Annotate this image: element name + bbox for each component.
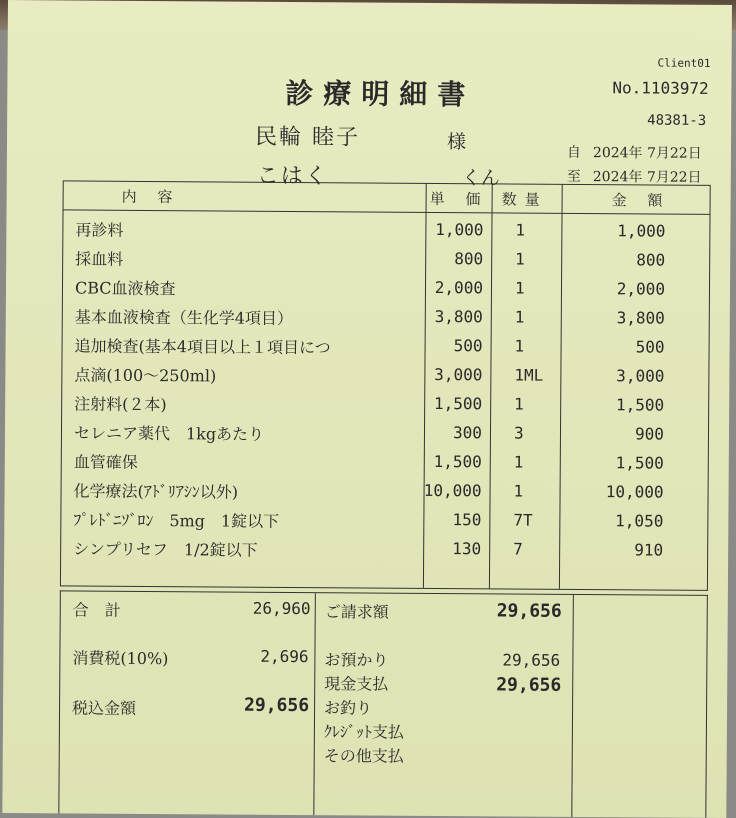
item-amount: 3,800	[616, 308, 665, 328]
item-amount: 2,000	[616, 279, 666, 299]
item-amount: 1,500	[615, 453, 664, 473]
table-row	[62, 329, 708, 363]
item-price: 3,000	[434, 364, 483, 385]
date-from	[567, 142, 702, 163]
table-row	[62, 416, 708, 450]
item-name: 追加検査(基本4項目以上１項目につ	[74, 336, 331, 358]
item-name: 注射料(２本)	[74, 394, 167, 415]
header-price: 単 価	[429, 189, 489, 209]
item-name: CBC血液検査	[74, 278, 176, 299]
item-name: シンプリセフ 1/2錠以下	[73, 539, 258, 560]
total-value: 29,656	[244, 694, 310, 717]
document-title: 診療明細書	[285, 76, 476, 112]
table-row	[63, 213, 709, 247]
credit-label: ｸﾚｼﾞｯﾄ支払	[323, 722, 404, 742]
item-name: 化学療法(ｱﾄﾞﾘｱｼﾝ以外)	[73, 481, 239, 502]
cash-label: 現金支払	[324, 674, 389, 694]
item-price: 2,000	[434, 277, 484, 298]
received-value: 29,656	[502, 650, 561, 670]
table-row	[62, 445, 708, 479]
item-amount: 1,050	[615, 511, 664, 531]
item-amount: 800	[636, 250, 666, 270]
item-price: 800	[454, 249, 484, 269]
line-items-table	[60, 180, 711, 591]
owner-name: 民輪 睦子	[254, 124, 361, 151]
item-amount: 1,000	[617, 221, 666, 241]
item-name: 基本血液検査（生化学4項目）	[74, 307, 294, 328]
total-label: 税込金額	[71, 698, 137, 718]
table-row	[61, 474, 707, 508]
item-price: 150	[452, 510, 482, 530]
item-amount: 3,000	[616, 366, 665, 386]
receipt-paper	[2, 0, 732, 818]
subtotal-label: 合 計	[72, 600, 121, 620]
item-qty: 3	[513, 423, 524, 443]
header-item: 内 容	[121, 187, 181, 207]
item-qty: 1	[514, 394, 524, 414]
item-qty: 1	[513, 452, 524, 472]
date-to-label: 至	[566, 168, 581, 186]
item-name: 血管確保	[73, 452, 138, 472]
date-to-value: 2024年 7月22日	[592, 169, 702, 186]
item-name: 採血料	[75, 249, 124, 269]
summary-box	[58, 590, 708, 818]
received-label: お預かり	[324, 650, 389, 670]
tax-label: 消費税(10%)	[72, 648, 169, 669]
table-row	[63, 271, 709, 305]
item-amount: 900	[635, 424, 665, 444]
item-price: 1,000	[435, 219, 484, 240]
item-amount: 1,500	[615, 395, 665, 415]
item-price: 500	[453, 336, 483, 356]
item-name: 点滴(100～250ml)	[74, 365, 217, 386]
item-price: 1,500	[433, 393, 483, 414]
client-id: Client01	[657, 56, 711, 70]
item-price: 130	[452, 539, 482, 559]
date-from-value: 2024年 7月22日	[592, 145, 702, 162]
item-qty: 1	[515, 220, 526, 240]
item-name: 再診料	[75, 220, 124, 240]
item-qty: 1ML	[514, 365, 544, 385]
document-number: No.1103972	[612, 78, 709, 98]
summary-divider	[571, 595, 574, 817]
table-row	[62, 387, 708, 421]
item-qty: 1	[514, 307, 525, 327]
table-row	[62, 358, 708, 392]
item-price: 300	[453, 423, 483, 443]
table-row	[61, 532, 707, 566]
item-price: 3,800	[434, 306, 483, 327]
other-label: その他支払	[323, 746, 404, 766]
item-amount: 910	[634, 540, 664, 560]
billed-label: ご請求額	[324, 602, 389, 622]
pet-honorific: くん	[461, 167, 500, 190]
change-label: お釣り	[324, 698, 373, 718]
item-qty: 7T	[513, 510, 533, 530]
tax-value: 2,696	[260, 646, 309, 667]
item-qty: 1	[513, 481, 524, 501]
item-price: 1,500	[433, 451, 482, 472]
item-name: セレニア薬代 1kgあたり	[73, 423, 265, 444]
cash-value: 29,656	[496, 674, 562, 696]
header-qty: 数量	[501, 190, 548, 209]
reference-number: 48381-3	[647, 112, 707, 129]
item-qty: 7	[513, 539, 523, 559]
table-row	[63, 242, 709, 276]
date-from-label: 自	[566, 144, 582, 162]
table-row	[63, 300, 709, 334]
billed-value: 29,656	[496, 600, 562, 622]
subtotal-value: 26,960	[252, 598, 311, 619]
summary-divider	[313, 593, 316, 815]
item-qty: 1	[515, 249, 525, 269]
header-amount: 金 額	[611, 191, 671, 210]
item-name: ﾌﾟﾚﾄﾞﾆｿﾞﾛﾝ 5mg 1錠以下	[73, 510, 280, 531]
pet-name: こはく	[256, 163, 329, 190]
item-qty: 1	[514, 278, 525, 298]
item-qty: 1	[514, 336, 525, 356]
table-row	[61, 503, 707, 537]
item-amount: 10,000	[605, 482, 664, 502]
item-amount: 500	[635, 337, 665, 357]
owner-honorific: 様	[446, 131, 467, 154]
item-price: 10,000	[423, 480, 482, 501]
